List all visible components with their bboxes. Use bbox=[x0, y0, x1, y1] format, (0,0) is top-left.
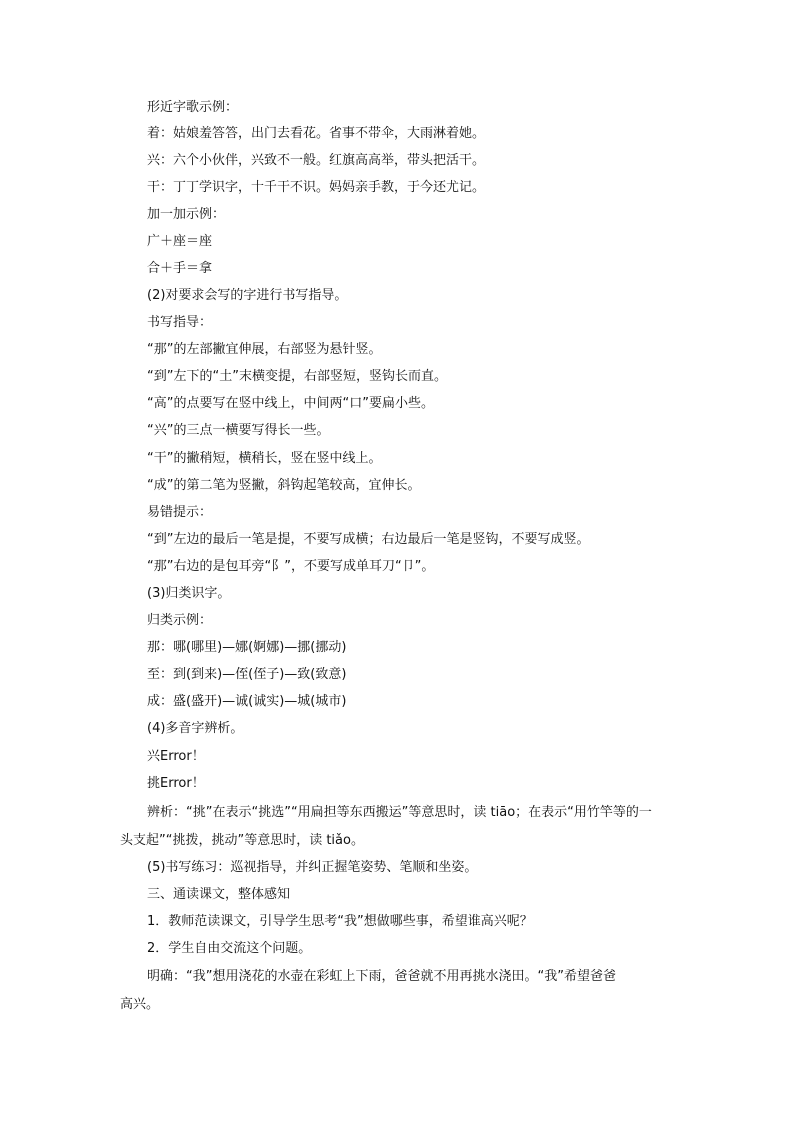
guidance-xing: “兴”的三点一横要写得长一些。 bbox=[147, 423, 330, 438]
add-example-zuo: 广＋座＝座 bbox=[147, 234, 213, 249]
heading-classify-example: 归类示例： bbox=[147, 613, 213, 628]
guidance-dao: “到”左下的“土”末横变提，右部竖短，竖钩长而直。 bbox=[147, 369, 447, 384]
guidance-na: “那”的左部撇宜伸展，右部竖为悬针竖。 bbox=[147, 342, 382, 357]
clarification-line-2: 高兴。 bbox=[120, 997, 160, 1012]
step-5-writing-practice: (5)书写练习：巡视指导，并纠正握笔姿势、笔顺和坐姿。 bbox=[147, 860, 478, 875]
polyphone-tiao: 挑Error！ bbox=[147, 776, 205, 791]
example-line-xing: 兴：六个小伙伴，兴致不一般。红旗高高举，带头把活干。 bbox=[147, 153, 486, 168]
step-3-classify-chars: (3)归类识字。 bbox=[147, 586, 231, 601]
heading-add-example: 加一加示例： bbox=[147, 207, 226, 222]
step-2-writing-guidance: (2)对要求会写的字进行书写指导。 bbox=[147, 288, 348, 303]
error-tip-dao: “到”左边的最后一笔是提，不要写成横；右边最后一笔是竖钩，不要写成竖。 bbox=[147, 532, 590, 547]
heading-writing-guidance: 书写指导： bbox=[147, 315, 213, 330]
example-line-zhe: 着：姑娘羞答答，出门去看花。省事不带伞，大雨淋着她。 bbox=[147, 126, 486, 141]
clarification-line-1: 明确：“我”想用浇花的水壶在彩虹上下雨，爸爸就不用再挑水浇田。“我”希望爸爸 bbox=[147, 969, 616, 984]
guidance-cheng: “成”的第二笔为竖撇，斜钩起笔较高，宜伸长。 bbox=[147, 478, 421, 493]
classify-zhi: 至：到(到来)—侄(侄子)—致(致意) bbox=[147, 667, 347, 682]
analysis-line-1: 辨析：“挑”在表示“挑选”“用扁担等东西搬运”等意思时，读 tiāo；在表示“用竹竿等的一 bbox=[147, 805, 652, 820]
guidance-gao: “高”的点要写在竖中线上，中间两“口”要扁小些。 bbox=[147, 396, 434, 411]
add-example-na: 合＋手＝拿 bbox=[147, 261, 213, 276]
section-3-heading: 三、通读课文，整体感知 bbox=[147, 887, 291, 902]
analysis-line-2: 头支起”“挑拨，挑动”等意思时，读 tiǎo。 bbox=[120, 833, 364, 848]
example-line-gan: 干：丁丁学识字，十千干不识。妈妈亲手教，于今还尤记。 bbox=[147, 180, 486, 195]
guidance-gan: “干”的撇稍短，横稍长，竖在竖中线上。 bbox=[147, 451, 382, 466]
error-tip-na: “那”右边的是包耳旁“阝”，不要写成单耳刀“卩”。 bbox=[147, 559, 435, 574]
classify-na: 那：哪(哪里)—娜(婀娜)—挪(挪动) bbox=[147, 640, 347, 655]
heading-common-errors: 易错提示： bbox=[147, 505, 213, 520]
item-2-free-discussion: 2．学生自由交流这个问题。 bbox=[147, 941, 312, 956]
item-1-teacher-reading: 1．教师范读课文，引导学生思考“我”想做哪些事，希望谁高兴呢？ bbox=[147, 914, 533, 929]
heading-similar-char-song: 形近字歌示例： bbox=[147, 100, 239, 115]
step-4-polyphone: (4)多音字辨析。 bbox=[147, 721, 244, 736]
polyphone-xing: 兴Error！ bbox=[147, 749, 205, 764]
classify-cheng: 成：盛(盛开)—诚(诚实)—城(城市) bbox=[147, 694, 347, 709]
